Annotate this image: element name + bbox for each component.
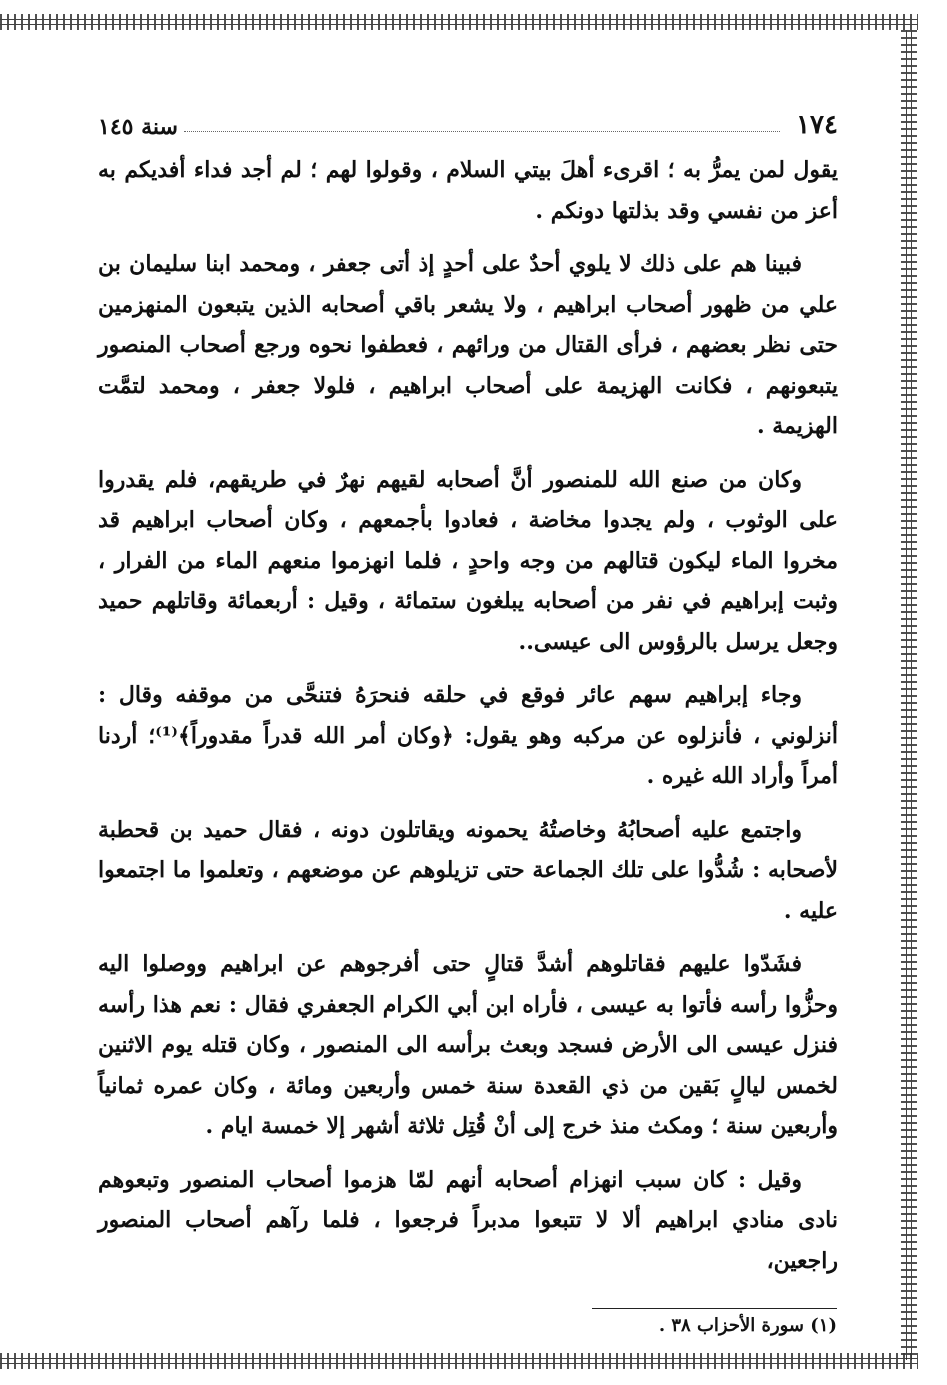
running-header [98, 100, 838, 140]
paragraph: وقيل : كان سبب انهزام أصحابه أنهم لمّا هزموا أصحاب المنصور وتبعوهم نادى منادي ابراهيم ألا لا تتبعوا مدبراً فرجعوا ، فلما رآهم أصحاب المنصور راجعين، [98, 1166, 838, 1274]
decorative-top-border [0, 14, 918, 30]
paragraph: يقول لمن يمرُّ به ؛ اقرىء أهلَ بيتي السلام ، وقولوا لهم ؛ لم أجد فداء أفديكم به أعز من نفسي وقد بذلتها دونكم . [98, 157, 838, 224]
paragraph: وجاء إبراهيم سهم عائر فوقع في حلقه فنحرَهُ فتنحَّى من موقفه وقال : أنزلوني ، فأنزلوه عن مركبه وهو يقول: ﴿وكان أمر الله قدراً مقدوراً﴾⁽¹⁾؛ أردنا أمراً وأراد الله غيره . [98, 682, 838, 789]
paragraph: وكان من صنع الله للمنصور أنَّ أصحابه لقيهم نهرٌ في طريقهم، فلم يقدروا على الوثوب ، ولم يجدوا مخاضة ، فعادوا بأجمعهم ، وكان أصحاب ابراهيم قد مخروا الماء ليكون قتالهم من وجه واحدٍ ، فلما انهزموا منعهم الماء من الفرار ، وثبت إبراهيم في نفر من أصحابه يبلغون ستمائة ، وقيل : أربعمائة وقاتلهم حميد وجعل يرسل بالرؤوس الى عيسى.. [98, 466, 838, 655]
page-number: ١٧٤ [796, 110, 838, 140]
paragraph: فشَدّوا عليهم فقاتلوهم أشدَّ قتالٍ حتى أفرجوهم عن ابراهيم ووصلوا اليه وحزُّوا رأسه فأتوا به عيسى ، فأراه ابن أبي الكرام الجعفري فقال : نعم هذا رأسه فنزل عيسى الى الأرض فسجد وبعث برأسه الى المنصور ، وكان قتله يوم الاثنين لخمس ليالٍ بَقين من ذي القعدة سنة خمس وأربعين ومائة ، وكان عمره ثمانياً وأربعين سنة ؛ ومكث منذ خرج إلى أنْ قُتِل ثلاثة أشهر إلا خمسة ايام . [98, 951, 838, 1139]
footnote: (١) سورة الأحزاب ٣٨ . [658, 1315, 837, 1336]
decorative-bottom-border [0, 1353, 918, 1369]
footnote-separator [592, 1308, 837, 1309]
body-text [98, 150, 838, 1294]
header-leader-dots [184, 131, 780, 132]
paragraph: واجتمع عليه أصحابُهُ وخاصتُهُ يحمونه ويقاتلون دونه ، فقال حميد بن قحطبة لأصحابه : شُدُّوا على تلك الجماعة حتى تزيلوهم عن موضعهم ، وتعلموا ما اجتمعوا عليه . [98, 816, 838, 924]
decorative-right-border [901, 30, 917, 1360]
header-year: سنة ١٤٥ [98, 114, 178, 140]
paragraph: فبينا هم على ذلك لا يلوي أحدٌ على أحدٍ إذ أتى جعفر ، ومحمد ابنا سليمان بن علي من ظهور أصحاب ابراهيم ، ولا يشعر باقي أصحابه الذين يتبعون المنهزمين حتى نظر بعضهم ، فرأى القتال من ورائهم ، فعطفوا نحوه ورجع أصحاب المنصور يتبعونهم ، فكانت الهزيمة على أصحاب ابراهيم ، فلولا جعفر ، ومحمد لتمَّت الهزيمة . [98, 251, 838, 439]
